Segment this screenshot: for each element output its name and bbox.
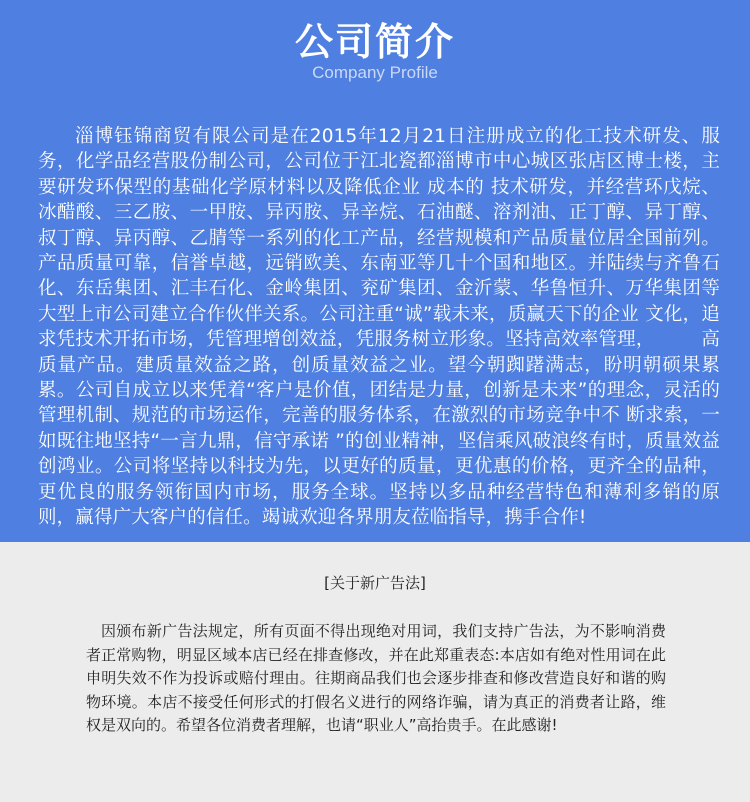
ad-law-notice-body: 因颁布新广告法规定，所有页面不得出现绝对用词，我们支持广告法，为不影响消费者正常购物，明显区域本店已经在排查修改，并在此郑重表态:本店如有绝对性用词在此申明失效不作为投诉或赔付理由。往期商品我们也会逐步排查和修改营造良好和谐的购物环境。本店不接受任何形式的打假名义进行的网络诈骗，请为真正的消费者让路，维权是双向的。希望各位消费者理解，也请“职业人”高抬贵手。在此感谢! <box>86 622 666 735</box>
company-profile-title: 公司简介 <box>294 20 455 64</box>
ad-law-notice-section <box>0 542 750 802</box>
company-profile-body: 淄博钰锦商贸有限公司是在2015年12月21日注册成立的化工技术研发、服务，化学品经营股份制公司，公司位于江北瓷都淄博市中心城区张店区博士楼，主要研发环保型的基础化学原材料以及降低企业 成本的 技术研发，并经营环戊烷、冰醋酸、三乙胺、一甲胺、异丙胺、异辛烷、石油醚、溶剂油、正丁醇、异丁醇、叔丁醇、异丙醇、乙腈等一系列的化工产品，经营规模和产品质量位居全国前列。产品质量可靠，信誉卓越，远销欧美、东南亚等几十个国和地区。并陆续与齐鲁石化、东岳集团、汇丰石化、金岭集团、兖矿集团、金沂蒙、华鲁恒升、万华集团等大型上市公司建立合作伙伴关系。公司注重“诚”载未来，质赢天下的企业 文化，追求凭技术开拓市场，凭管理增创效益，凭服务树立形象。坚持高效率管理， 高质量产品。建质量效益之路，创质量效益之业。望今朝踟躇满志，盼明朝硕果累累。公司自成立以来凭着“客户是价值，团结是力量，创新是未来”的理念，灵活的管理机制、规范的市场运作，完善的服务体系，在激烈的市场竞争中不 断求索，一如既往地坚持“一言九鼎，信守承诺 ”的创业精神，坚信乘风破浪终有时，质量效益创鸿业。公司将坚持以科技为先，以更好的质量，更优惠的价格，更齐全的品种，更优良的服务领衔国内市场，服务全球。坚持以多品种经营特色和薄利多销的原则，赢得广大客户的信任。竭诚欢迎各界朋友莅临指导，携手合作! <box>38 126 720 529</box>
ad-law-notice-heading: [关于新广告法] <box>324 574 426 592</box>
company-profile-subtitle: Company Profile <box>312 63 438 82</box>
